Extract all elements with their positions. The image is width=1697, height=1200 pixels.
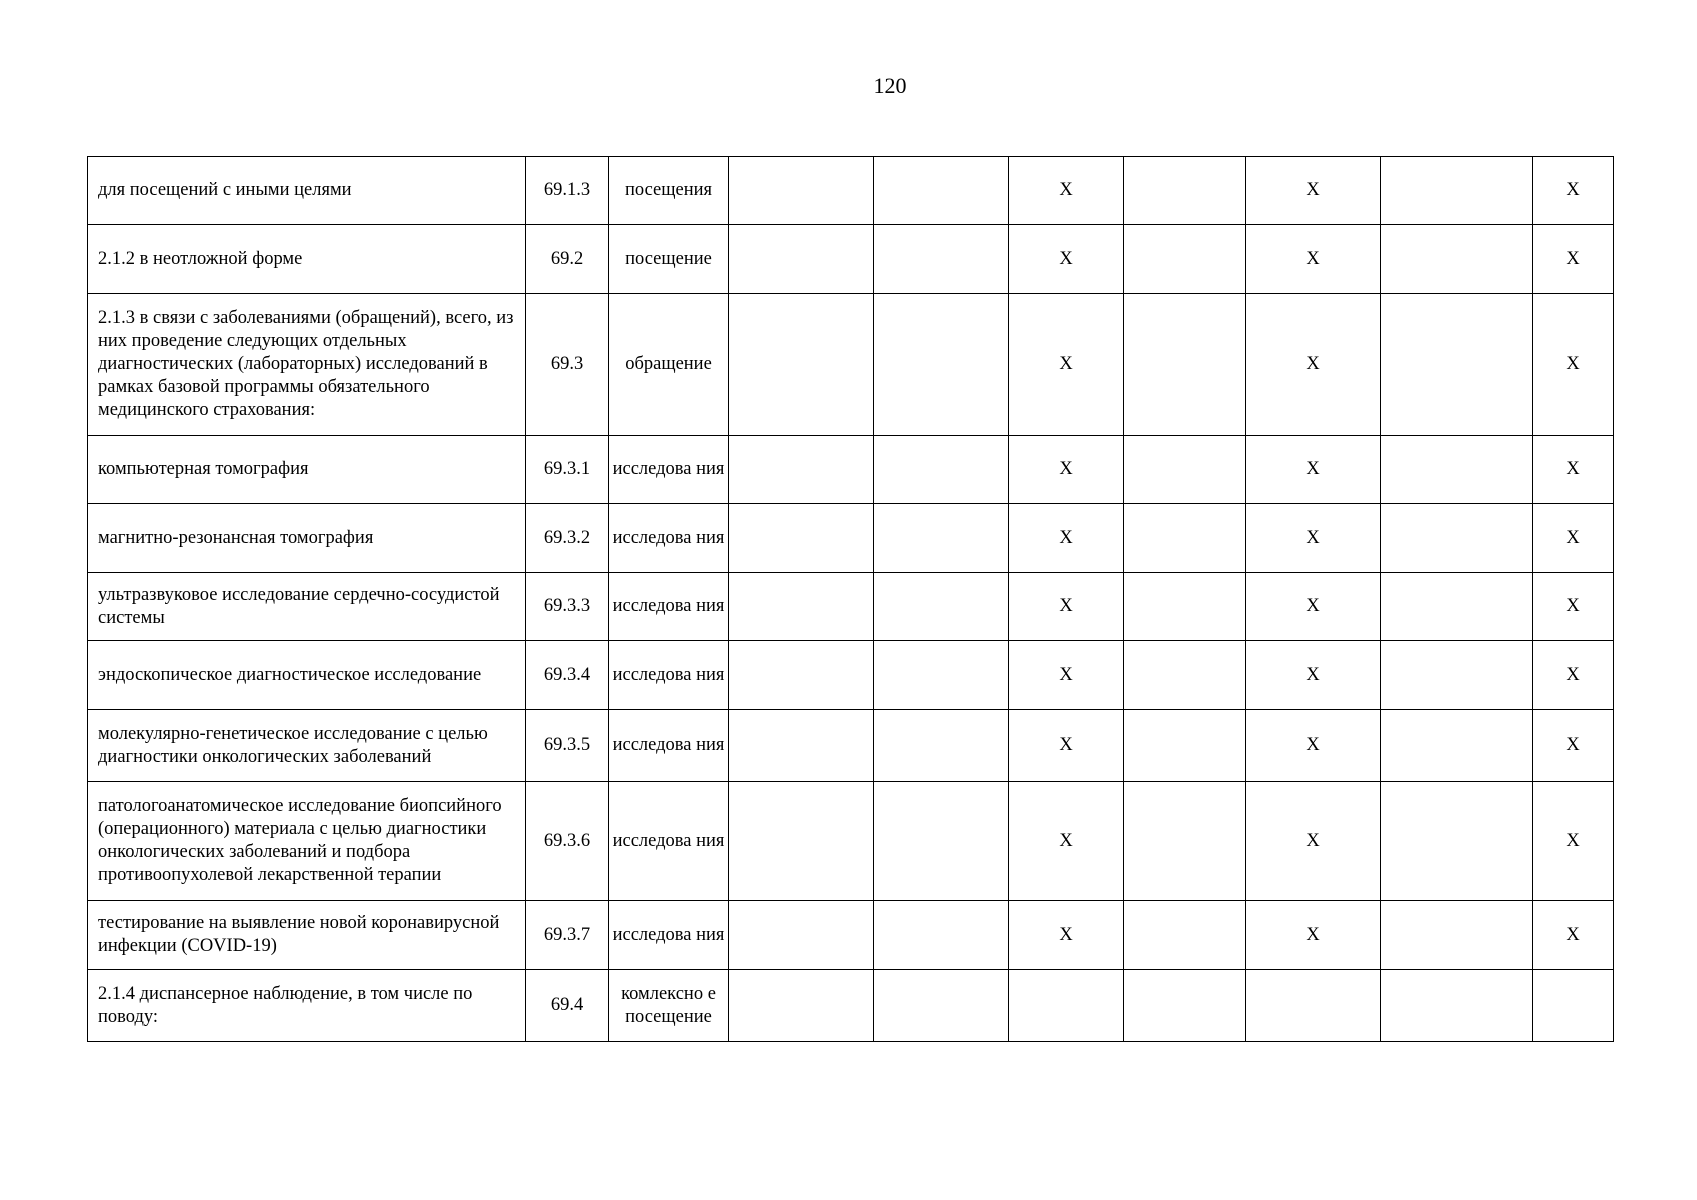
value-cell: Х — [1009, 641, 1124, 710]
value-cell: Х — [1533, 573, 1614, 641]
value-cell — [1381, 970, 1533, 1042]
row-name-cell: для посещений с иными целями — [88, 157, 526, 225]
row-code-cell: 69.3 — [526, 294, 609, 436]
row-unit-cell: обращение — [609, 294, 729, 436]
table-row — [88, 504, 1614, 573]
row-name-cell: молекулярно-генетическое исследование с целью диагностики онкологических заболеваний — [88, 710, 526, 782]
value-cell: Х — [1246, 504, 1381, 573]
row-code-cell: 69.3.3 — [526, 573, 609, 641]
row-name-cell: 2.1.3 в связи с заболеваниями (обращений), всего, из них проведение следующих отдельных диагностических (лабораторных) исследований в рамках базовой программы обязательного медицинского страхования: — [88, 294, 526, 436]
row-unit-cell: посещения — [609, 157, 729, 225]
value-cell — [874, 573, 1009, 641]
row-code-cell: 69.3.5 — [526, 710, 609, 782]
row-unit-cell: исследова ния — [609, 573, 729, 641]
value-cell — [874, 294, 1009, 436]
row-code-cell: 69.1.3 — [526, 157, 609, 225]
value-cell — [1381, 504, 1533, 573]
value-cell — [1381, 573, 1533, 641]
row-unit-cell: исследова ния — [609, 436, 729, 504]
row-name-cell: 2.1.4 диспансерное наблюдение, в том числе по поводу: — [88, 970, 526, 1042]
value-cell — [1246, 970, 1381, 1042]
table-row — [88, 294, 1614, 436]
table-body — [88, 157, 1614, 1042]
value-cell: Х — [1009, 225, 1124, 294]
value-cell: Х — [1009, 710, 1124, 782]
row-code-cell: 69.3.1 — [526, 436, 609, 504]
value-cell — [729, 782, 874, 901]
value-cell — [1533, 970, 1614, 1042]
value-cell — [1381, 294, 1533, 436]
row-code-cell: 69.3.4 — [526, 641, 609, 710]
value-cell — [729, 710, 874, 782]
value-cell — [874, 641, 1009, 710]
value-cell — [1381, 782, 1533, 901]
value-cell — [1381, 901, 1533, 970]
table-row — [88, 436, 1614, 504]
value-cell: Х — [1246, 157, 1381, 225]
value-cell — [729, 225, 874, 294]
value-cell: Х — [1533, 294, 1614, 436]
value-cell: Х — [1246, 901, 1381, 970]
row-unit-cell: комлексно е посещение — [609, 970, 729, 1042]
value-cell: Х — [1246, 641, 1381, 710]
value-cell — [729, 970, 874, 1042]
table-row — [88, 157, 1614, 225]
value-cell: Х — [1009, 294, 1124, 436]
value-cell — [729, 436, 874, 504]
value-cell: Х — [1009, 573, 1124, 641]
table-row — [88, 970, 1614, 1042]
page-number: 120 — [873, 73, 907, 98]
row-name-cell: магнитно-резонансная томография — [88, 504, 526, 573]
value-cell: Х — [1533, 710, 1614, 782]
value-cell — [1124, 641, 1246, 710]
table-row — [88, 573, 1614, 641]
value-cell: Х — [1533, 504, 1614, 573]
row-unit-cell: исследова ния — [609, 901, 729, 970]
value-cell — [1124, 294, 1246, 436]
row-unit-cell: исследова ния — [609, 504, 729, 573]
value-cell: Х — [1533, 901, 1614, 970]
value-cell — [874, 157, 1009, 225]
value-cell — [729, 504, 874, 573]
value-cell — [874, 504, 1009, 573]
row-name-cell: патологоанатомическое исследование биопсийного (операционного) материала с целью диагностики онкологических заболеваний и подбора противоопухолевой лекарственной терапии — [88, 782, 526, 901]
row-name-cell: эндоскопическое диагностическое исследование — [88, 641, 526, 710]
row-code-cell: 69.3.2 — [526, 504, 609, 573]
value-cell — [729, 157, 874, 225]
value-cell — [1124, 901, 1246, 970]
row-name-cell: тестирование на выявление новой коронавирусной инфекции (COVID-19) — [88, 901, 526, 970]
value-cell — [1381, 157, 1533, 225]
value-cell: Х — [1533, 641, 1614, 710]
value-cell — [874, 225, 1009, 294]
value-cell: Х — [1246, 573, 1381, 641]
value-cell — [1124, 970, 1246, 1042]
value-cell: Х — [1246, 294, 1381, 436]
value-cell: Х — [1246, 710, 1381, 782]
value-cell — [1124, 504, 1246, 573]
value-cell — [1124, 157, 1246, 225]
table-row — [88, 225, 1614, 294]
table-row — [88, 901, 1614, 970]
table-row — [88, 710, 1614, 782]
value-cell — [1381, 710, 1533, 782]
row-unit-cell: исследова ния — [609, 641, 729, 710]
value-cell: Х — [1009, 782, 1124, 901]
value-cell — [1381, 436, 1533, 504]
value-cell — [1381, 641, 1533, 710]
row-code-cell: 69.3.7 — [526, 901, 609, 970]
value-cell: Х — [1533, 225, 1614, 294]
row-name-cell: ультразвуковое исследование сердечно-сосудистой системы — [88, 573, 526, 641]
row-name-cell: 2.1.2 в неотложной форме — [88, 225, 526, 294]
value-cell — [874, 782, 1009, 901]
value-cell: Х — [1533, 436, 1614, 504]
value-cell: Х — [1009, 436, 1124, 504]
row-unit-cell: исследова ния — [609, 782, 729, 901]
table-row — [88, 782, 1614, 901]
row-unit-cell: посещение — [609, 225, 729, 294]
value-cell — [1009, 970, 1124, 1042]
value-cell — [729, 641, 874, 710]
value-cell: Х — [1533, 782, 1614, 901]
value-cell — [729, 294, 874, 436]
value-cell: Х — [1246, 436, 1381, 504]
value-cell — [874, 901, 1009, 970]
value-cell — [729, 901, 874, 970]
value-cell: Х — [1009, 504, 1124, 573]
table-row — [88, 641, 1614, 710]
value-cell — [1124, 782, 1246, 901]
value-cell — [874, 710, 1009, 782]
value-cell — [1124, 436, 1246, 504]
value-cell — [874, 970, 1009, 1042]
row-code-cell: 69.4 — [526, 970, 609, 1042]
row-code-cell: 69.2 — [526, 225, 609, 294]
value-cell: Х — [1246, 225, 1381, 294]
value-cell — [1124, 573, 1246, 641]
value-cell: Х — [1246, 782, 1381, 901]
row-unit-cell: исследова ния — [609, 710, 729, 782]
value-cell — [1381, 225, 1533, 294]
value-cell: Х — [1009, 157, 1124, 225]
value-cell: Х — [1009, 901, 1124, 970]
value-cell — [874, 436, 1009, 504]
row-code-cell: 69.3.6 — [526, 782, 609, 901]
value-cell — [729, 573, 874, 641]
value-cell: Х — [1533, 157, 1614, 225]
row-name-cell: компьютерная томография — [88, 436, 526, 504]
data-table — [87, 156, 1614, 1042]
value-cell — [1124, 225, 1246, 294]
value-cell — [1124, 710, 1246, 782]
